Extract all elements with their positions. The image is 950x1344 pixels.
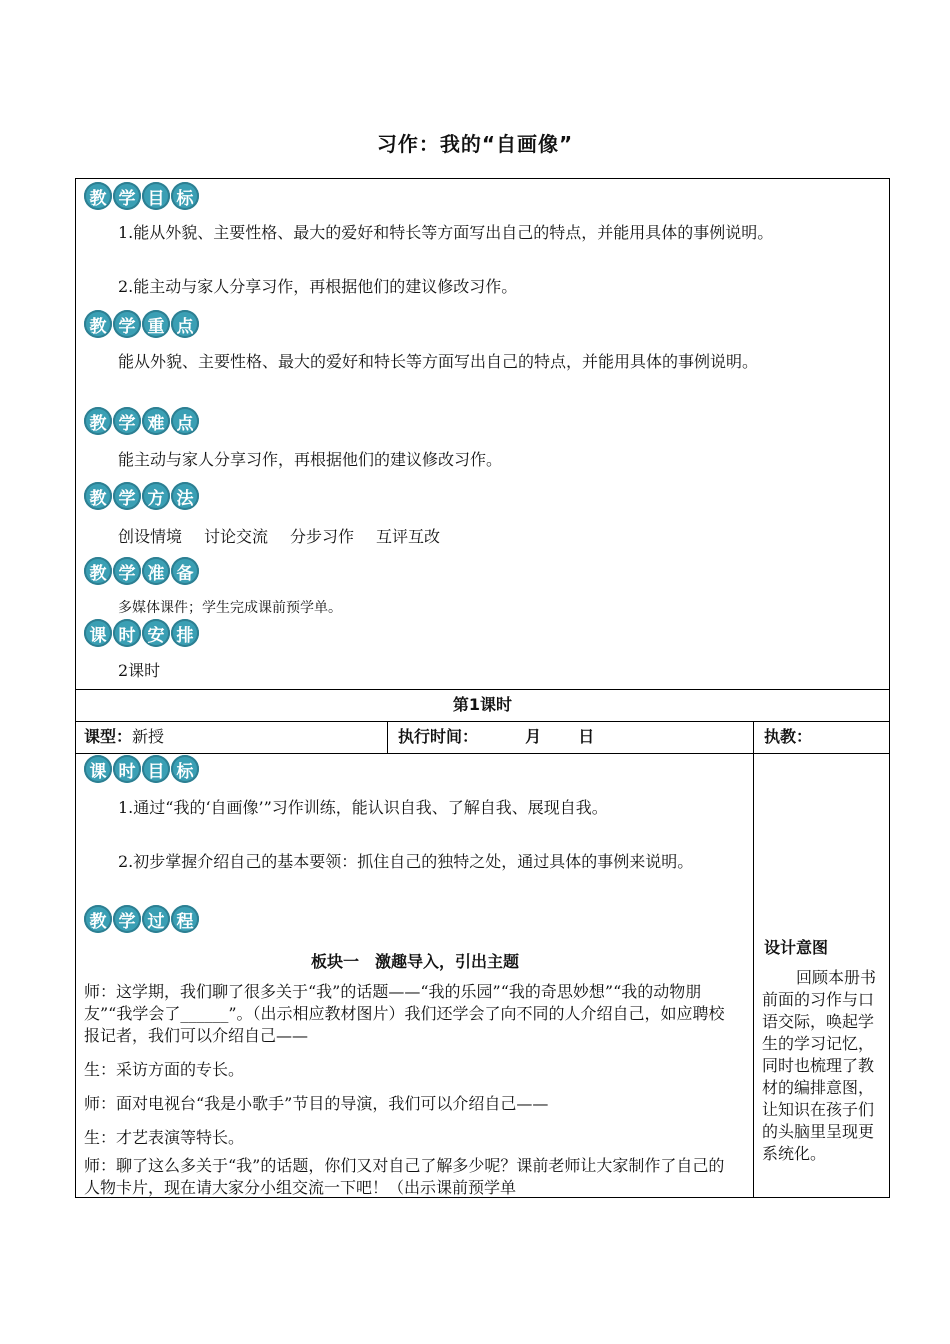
badge-char: 学 xyxy=(113,310,141,338)
day-label: 日 xyxy=(578,727,595,746)
badge-char: 标 xyxy=(171,755,199,783)
badge-char: 教 xyxy=(84,310,112,338)
method-item: 分步习作 xyxy=(290,527,355,546)
lesson-heading: 第1课时 xyxy=(75,689,890,722)
badge-preparation xyxy=(84,557,199,585)
dialogue-line: 师：面对电视台“我是小歌手”节目的导演，我们可以介绍自己—— xyxy=(84,1094,549,1113)
badge-char: 程 xyxy=(171,905,199,933)
badge-char: 目 xyxy=(142,755,170,783)
badge-char: 学 xyxy=(113,482,141,510)
badge-char: 准 xyxy=(142,557,170,585)
badge-char: 目 xyxy=(142,182,170,210)
badge-char: 教 xyxy=(84,407,112,435)
badge-char: 学 xyxy=(113,407,141,435)
badge-objectives xyxy=(84,182,199,210)
lesson-meta-row xyxy=(75,721,890,754)
type-value: 新授 xyxy=(132,727,165,746)
page-title: 习作：我的“自画像” xyxy=(376,132,574,156)
difficulties-text: 能主动与家人分享习作，再根据他们的建议修改习作。 xyxy=(118,450,503,469)
overview-box xyxy=(75,178,890,690)
teacher-label: 执教： xyxy=(764,727,813,746)
badge-char: 难 xyxy=(142,407,170,435)
badge-char: 备 xyxy=(171,557,199,585)
method-item: 讨论交流 xyxy=(204,527,269,546)
badge-char: 课 xyxy=(84,755,112,783)
objective-item-1: 1.能从外貌、主要性格、最大的爱好和特长等方面写出自己的特点，并能用具体的事例说明。 xyxy=(118,223,774,242)
badge-char: 课 xyxy=(84,619,112,647)
dialogue-line: 师：聊了这么多关于“我”的话题，你们又对自己了解多少呢？课前老师让大家制作了自己的人物卡片，现在请大家分小组交流一下吧！（出示课前预学单 xyxy=(84,1156,725,1197)
badge-char: 点 xyxy=(171,310,199,338)
badge-char: 方 xyxy=(142,482,170,510)
badge-char: 教 xyxy=(84,905,112,933)
badge-methods xyxy=(84,482,199,510)
lesson-objective-2: 2.初步掌握介绍自己的基本要领：抓住自己的独特之处，通过具体的事例来说明。 xyxy=(118,852,694,871)
badge-char: 标 xyxy=(171,182,199,210)
design-intent-text: 回顾本册书前面的习作与口语交际，唤起学生的学习记忆，同时也梳理了教材的编排意图，让知识在孩子们的头脑里呈现更系统化。 xyxy=(762,968,877,1163)
badge-char: 教 xyxy=(84,557,112,585)
time-label: 执行时间： xyxy=(398,727,479,746)
dialogue-line: 生：采访方面的专长。 xyxy=(84,1060,245,1079)
badge-lesson-objectives xyxy=(84,755,199,783)
badge-char: 排 xyxy=(171,619,199,647)
badge-char: 安 xyxy=(142,619,170,647)
badge-char: 法 xyxy=(171,482,199,510)
badge-char: 学 xyxy=(113,557,141,585)
method-item: 互评互改 xyxy=(376,527,441,546)
badge-char: 点 xyxy=(171,407,199,435)
preparation-text: 多媒体课件；学生完成课前预学单。 xyxy=(118,600,342,616)
methods-list xyxy=(118,524,462,547)
method-item: 创设情境 xyxy=(118,527,183,546)
badge-schedule xyxy=(84,619,199,647)
schedule-text: 2课时 xyxy=(118,661,161,680)
objective-item-2: 2.能主动与家人分享习作，再根据他们的建议修改习作。 xyxy=(118,277,518,296)
badge-char: 过 xyxy=(142,905,170,933)
type-label: 课型： xyxy=(84,727,133,746)
badge-difficulties xyxy=(84,407,199,435)
month-label: 月 xyxy=(525,727,542,746)
badge-key-points xyxy=(84,310,199,338)
badge-char: 时 xyxy=(113,755,141,783)
badge-process xyxy=(84,905,199,933)
badge-char: 重 xyxy=(142,310,170,338)
badge-char: 教 xyxy=(84,182,112,210)
design-intent-title: 设计意图 xyxy=(764,938,829,957)
lesson-body xyxy=(75,753,890,1198)
dialogue-line: 师：这学期，我们聊了很多关于“我”的话题——“我的乐园”“我的奇思妙想”“我的动物朋友”“我学会了______”。（出示相应教材图片）我们还学会了向不同的人介绍自己，如应聘校报记者，我们可以介绍自己—— xyxy=(84,982,725,1045)
lesson-objective-1: 1.通过“我的‘自画像’”习作训练，能认识自我、了解自我、展现自我。 xyxy=(118,798,608,817)
badge-char: 学 xyxy=(113,905,141,933)
badge-char: 学 xyxy=(113,182,141,210)
block-title: 板块一 激趣导入，引出主题 xyxy=(310,952,519,971)
badge-char: 教 xyxy=(84,482,112,510)
badge-char: 时 xyxy=(113,619,141,647)
dialogue-line: 生：才艺表演等特长。 xyxy=(84,1128,245,1147)
key-points-text: 能从外貌、主要性格、最大的爱好和特长等方面写出自己的特点，并能用具体的事例说明。 xyxy=(118,352,759,371)
